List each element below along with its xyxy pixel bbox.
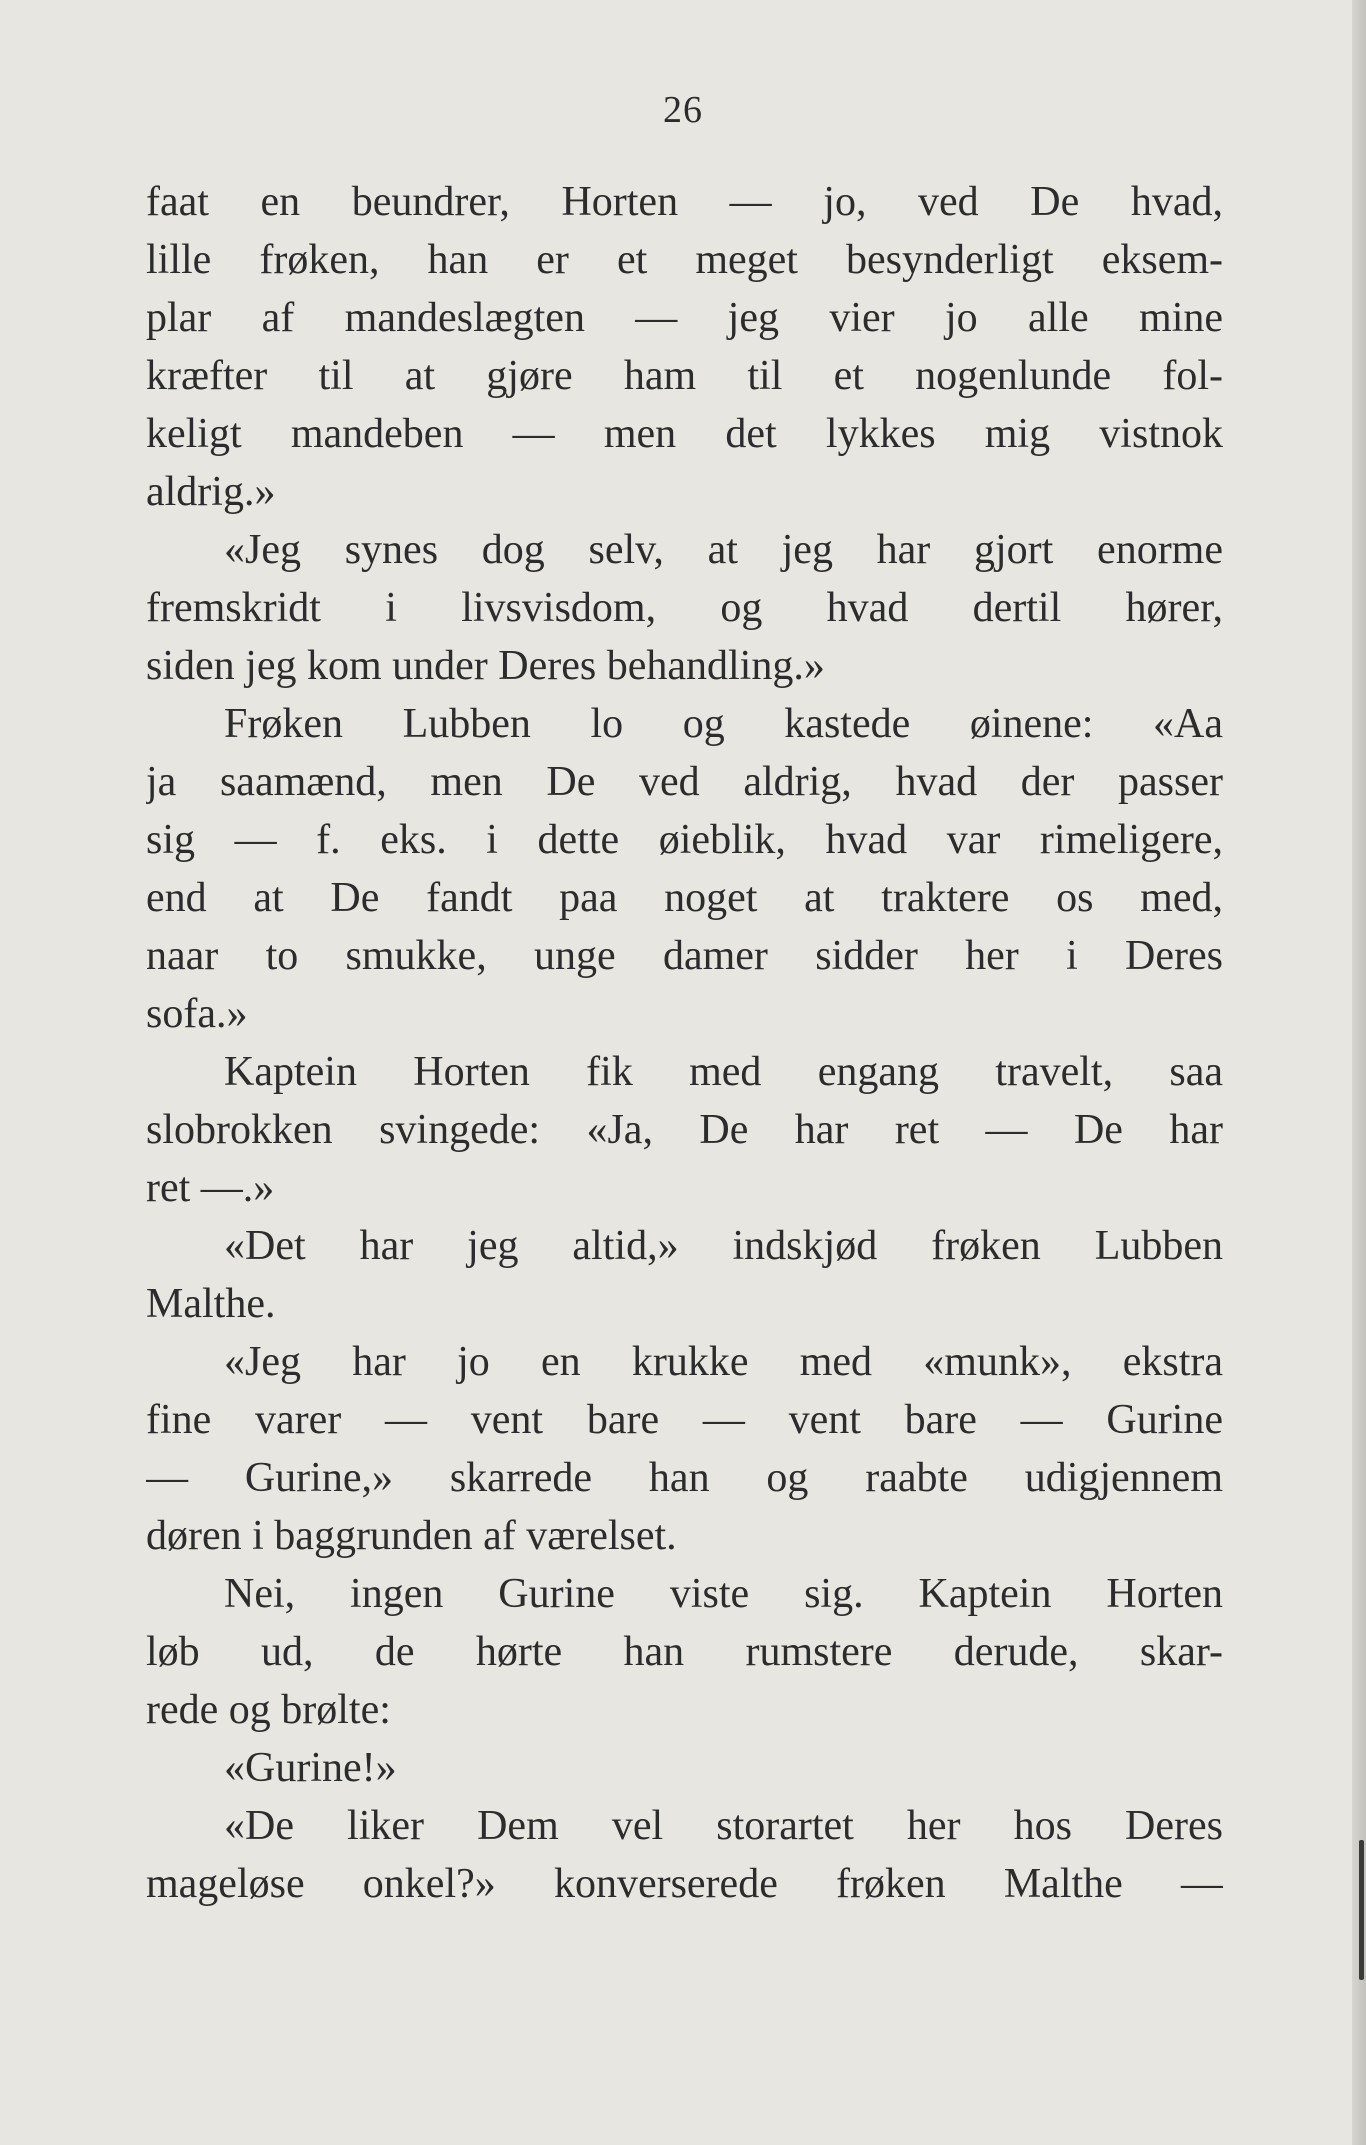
- text-line: mageløse onkel?» konverserede frøken Malthe —: [146, 1861, 1223, 1907]
- text-line: Malthe.: [146, 1281, 276, 1327]
- text-line: «Gurine!»: [224, 1745, 397, 1791]
- text-line: kræfter til at gjøre ham til et nogenlunde fol-: [146, 353, 1223, 399]
- text-line: Nei, ingen Gurine viste sig. Kaptein Horten: [224, 1571, 1223, 1617]
- text-line: rede og brølte:: [146, 1687, 391, 1733]
- text-line: Kaptein Horten fik med engang travelt, saa: [224, 1049, 1223, 1095]
- text-line: slobrokken svingede: «Ja, De har ret — De har: [146, 1107, 1223, 1153]
- text-line: «Det har jeg altid,» indskjød frøken Lubben: [224, 1223, 1223, 1269]
- text-line: «De liker Dem vel storartet her hos Deres: [224, 1803, 1223, 1849]
- text-line: lille frøken, han er et meget besynderligt eksem-: [146, 237, 1223, 283]
- text-line: ret —.»: [146, 1165, 275, 1211]
- text-line: faat en beundrer, Horten — jo, ved De hvad,: [146, 179, 1223, 225]
- text-line: fremskridt i livsvisdom, og hvad dertil hører,: [146, 585, 1223, 631]
- text-line: løb ud, de hørte han rumstere derude, skar-: [146, 1629, 1223, 1675]
- text-line: døren i baggrunden af værelset.: [146, 1513, 677, 1559]
- page-number: 26: [663, 89, 703, 131]
- text-line: end at De fandt paa noget at traktere os med,: [146, 875, 1223, 921]
- text-line: ja saamænd, men De ved aldrig, hvad der passer: [146, 759, 1223, 805]
- text-line: — Gurine,» skarrede han og raabte udigjennem: [146, 1455, 1223, 1501]
- page-edge: [1352, 0, 1366, 2145]
- text-line: Frøken Lubben lo og kastede øinene: «Aa: [224, 701, 1223, 747]
- text-line: sofa.»: [146, 991, 248, 1037]
- page-edge-mark: [1359, 1840, 1364, 1980]
- text-line: sig — f. eks. i dette øieblik, hvad var rimeligere,: [146, 817, 1223, 863]
- text-line: keligt mandeben — men det lykkes mig vistnok: [146, 411, 1223, 457]
- text-line: naar to smukke, unge damer sidder her i Deres: [146, 933, 1223, 979]
- text-line: fine varer — vent bare — vent bare — Gurine: [146, 1397, 1223, 1443]
- body-text: [146, 173, 1223, 1913]
- text-line: siden jeg kom under Deres behandling.»: [146, 643, 825, 689]
- text-line: «Jeg synes dog selv, at jeg har gjort enorme: [224, 527, 1223, 573]
- text-line: aldrig.»: [146, 469, 276, 515]
- text-line: «Jeg har jo en krukke med «munk», ekstra: [224, 1339, 1223, 1385]
- text-line: plar af mandeslægten — jeg vier jo alle mine: [146, 295, 1223, 341]
